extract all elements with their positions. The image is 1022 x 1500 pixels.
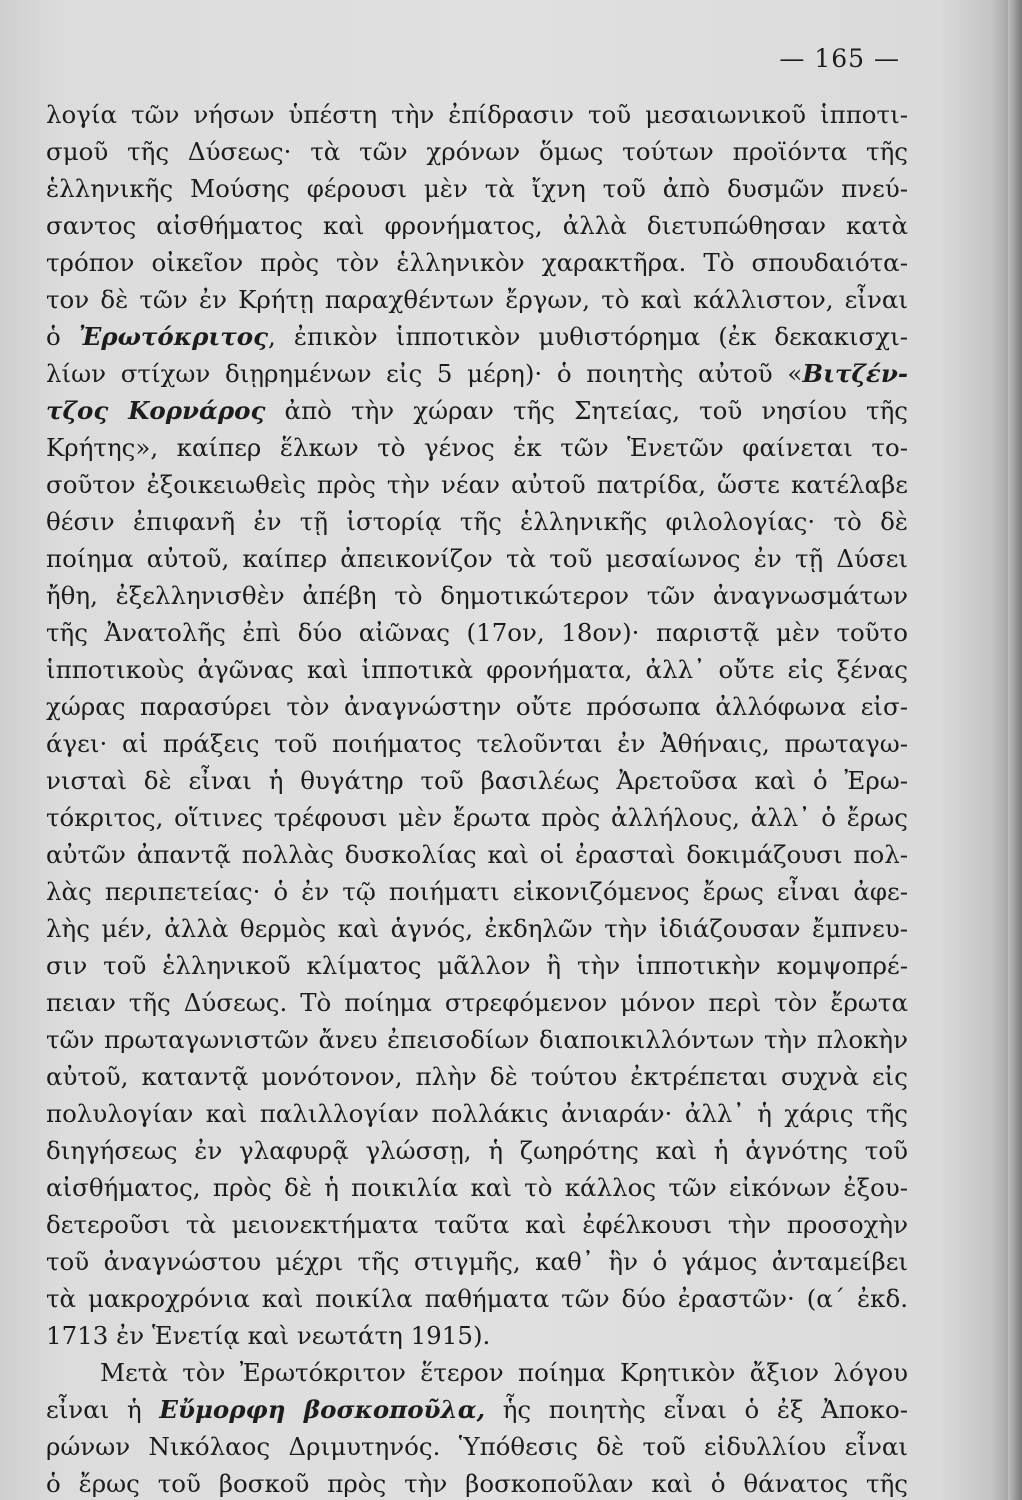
text-line — [46, 429, 908, 466]
text-segment: ρώνων Νικόλαος Δριμυτηνός. Ὑπόθεσις δὲ τοῦ εἰδυλλίου εἶναι — [46, 1432, 908, 1461]
text-line — [46, 466, 908, 503]
text-line — [46, 1132, 908, 1169]
emphasized-title: Εὔμορφη βοσκοποῦλα, — [159, 1395, 486, 1424]
text-segment: τὰ μακροχρόνια καὶ ποικίλα παθήματα τῶν δύο ἐραστῶν· (α΄ ἐκδ. — [46, 1284, 908, 1313]
text-line — [46, 392, 908, 429]
emphasized-title: τζος Κορνάρος — [46, 396, 266, 425]
text-segment: αἰσθήματος, πρὸς δὲ ἡ ποικιλία καὶ τὸ κάλλος τῶν εἰκόνων ἐξου- — [46, 1173, 908, 1202]
text-line — [46, 244, 908, 281]
text-segment: χώρας παρασύρει τὸν ἀναγνώστην οὔτε πρόσωπα ἀλλόφωνα εἰσ- — [46, 692, 908, 721]
text-segment: λὰς περιπετείας· ὁ ἐν τῷ ποιήματι εἰκονιζόμενος ἔρως εἶναι ἀφε- — [46, 877, 908, 906]
text-line — [46, 614, 908, 651]
text-segment: τῶν πρωταγωνιστῶν ἄνευ ἐπεισοδίων διαποικιλλόντων τὴν πλοκὴν — [46, 1025, 908, 1054]
text-line — [46, 503, 908, 540]
text-line — [46, 1317, 908, 1354]
text-line — [46, 133, 908, 170]
text-line — [46, 1428, 908, 1465]
text-segment: πολυλογίαν καὶ παλιλλογίαν πολλάκις ἀνιαράν· ἀλλ᾽ ἡ χάρις τῆς — [46, 1099, 908, 1128]
text-line — [46, 873, 908, 910]
text-line — [46, 1280, 908, 1317]
text-line — [46, 96, 908, 133]
text-line — [46, 1465, 908, 1500]
text-segment: πειαν τῆς Δύσεως. Τὸ ποίημα στρεφόμενον μόνον περὶ τὸν ἔρωτα — [46, 988, 908, 1017]
text-line — [46, 688, 908, 725]
text-segment: Κρήτης», καίπερ ἕλκων τὸ γένος ἐκ τῶν Ἑνετῶν φαίνεται το- — [46, 433, 908, 462]
text-line — [46, 1021, 908, 1058]
text-line — [46, 762, 908, 799]
text-segment: τοῦ ἀναγνώστου μέχρι τῆς στιγμῆς, καθ᾽ ἣν ὁ γάμος ἀνταμείβει — [46, 1247, 908, 1276]
body-text — [46, 96, 908, 1500]
text-line — [46, 1391, 908, 1428]
text-line — [46, 1243, 908, 1280]
page-edge — [1008, 0, 1022, 1500]
text-segment: αὐτῶν ἀπαντᾷ πολλὰς δυσκολίας καὶ οἱ ἐρασταὶ δοκιμάζουσι πολ- — [46, 840, 908, 869]
text-segment: ἑλληνικῆς Μούσης φέρουσι μὲν τὰ ἴχνη τοῦ ἀπὸ δυσμῶν πνεύ- — [46, 174, 908, 203]
text-segment: διηγήσεως ἐν γλαφυρᾷ γλώσσῃ, ἡ ζωηρότης καὶ ἡ ἁγνότης τοῦ — [46, 1136, 908, 1165]
text-line — [46, 207, 908, 244]
text-segment: σαντος αἰσθήματος καὶ φρονήματος, ἀλλὰ διετυπώθησαν κατὰ — [46, 211, 908, 240]
text-line — [46, 540, 908, 577]
text-segment: ὁ — [46, 322, 79, 351]
text-segment: τόκριτος, οἵτινες τρέφουσι μὲν ἔρωτα πρὸς ἀλλήλους, ἀλλ᾽ ὁ ἔρως — [46, 803, 908, 832]
text-line — [46, 1206, 908, 1243]
text-segment: ἤθη, ἐξελληνισθὲν ἀπέβη τὸ δημοτικώτερον τῶν ἀναγνωσμάτων — [46, 581, 908, 610]
text-segment: ἧς ποιητὴς εἶναι ὁ ἐξ Ἀποκο- — [485, 1395, 908, 1424]
text-line — [46, 1354, 908, 1391]
text-segment: ποίημα αὐτοῦ, καίπερ ἀπεικονίζον τὰ τοῦ μεσαίωνος ἐν τῇ Δύσει — [46, 544, 908, 573]
text-segment: τρόπον οἰκεῖον πρὸς τὸν ἑλληνικὸν χαρακτῆρα. Τὸ σπουδαιότα- — [46, 248, 908, 277]
text-line — [46, 318, 908, 355]
text-segment: αὐτοῦ, καταντᾷ μονότονον, πλὴν δὲ τούτου ἐκτρέπεται συχνὰ εἰς — [46, 1062, 908, 1091]
text-segment: λὴς μέν, ἀλλὰ θερμὸς καὶ ἁγνός, ἐκδηλῶν τὴν ἰδιάζουσαν ἔμπνευ- — [46, 914, 908, 943]
text-segment: σοῦτον ἐξοικειωθεὶς πρὸς τὴν νέαν αὐτοῦ πατρίδα, ὥστε κατέλαβε — [46, 470, 908, 499]
text-line — [46, 947, 908, 984]
text-line — [46, 1169, 908, 1206]
text-segment: εἶναι ἡ — [46, 1395, 160, 1424]
text-line — [46, 577, 908, 614]
text-line — [46, 836, 908, 873]
text-segment: ἱπποτικοὺς ἀγῶνας καὶ ἱπποτικὰ φρονήματα, ἀλλ᾽ οὔτε εἰς ξένας — [46, 655, 908, 684]
text-line — [46, 281, 908, 318]
text-segment: λίων στίχων διῃρημένων εἰς 5 μέρη)· ὁ ποιητὴς αὐτοῦ « — [46, 359, 803, 388]
text-line — [46, 355, 908, 392]
emphasized-title: Βιτζέν- — [802, 359, 908, 388]
text-segment: ὁ ἔρως τοῦ βοσκοῦ πρὸς τὴν βοσκοποῦλαν καὶ ὁ θάνατος τῆς — [46, 1469, 908, 1498]
text-segment: ἀπὸ τὴν χώραν τῆς Σητείας, τοῦ νησίου τῆς — [265, 396, 908, 425]
text-line — [46, 725, 908, 762]
text-line — [46, 984, 908, 1021]
text-segment: λογία τῶν νήσων ὑπέστη τὴν ἐπίδρασιν τοῦ μεσαιωνικοῦ ἱπποτι- — [46, 100, 908, 129]
page-number: — 165 — — [779, 44, 900, 73]
text-segment: 1713 ἐν Ἑνετίᾳ καὶ νεωτάτη 1915). — [46, 1321, 491, 1350]
text-line — [46, 170, 908, 207]
text-segment: δετεροῦσι τὰ μειονεκτήματα ταῦτα καὶ ἐφέλκουσι τὴν προσοχὴν — [46, 1210, 908, 1239]
text-line — [46, 1095, 908, 1132]
text-segment: , ἐπικὸν ἱπποτικὸν μυθιστόρημα (ἐκ δεκακισχι- — [268, 322, 908, 351]
text-segment: άγει· αἱ πράξεις τοῦ ποιήματος τελοῦνται ἐν Ἀθήναις, πρωταγω- — [46, 729, 908, 758]
text-segment: τον δὲ τῶν ἐν Κρήτῃ παραχθέντων ἔργων, τὸ καὶ κάλλιστον, εἶναι — [46, 285, 908, 314]
text-segment: Μετὰ τὸν Ἐρωτόκριτον ἕτερον ποίημα Κρητικὸν ἄξιον λόγου — [100, 1358, 908, 1387]
text-line — [46, 1058, 908, 1095]
text-segment: σμοῦ τῆς Δύσεως· τὰ τῶν χρόνων ὅμως τούτων προϊόντα τῆς — [46, 137, 908, 166]
text-segment: νισταὶ δὲ εἶναι ἡ θυγάτηρ τοῦ βασιλέως Ἀρετοῦσα καὶ ὁ Ἐρω- — [46, 766, 908, 795]
text-segment: σιν τοῦ ἑλληνικοῦ κλίματος μᾶλλον ἢ τὴν ἱπποτικὴν κομψοπρέ- — [46, 951, 908, 980]
emphasized-title: Ἐρωτόκριτος — [78, 322, 268, 351]
text-segment: θέσιν ἐπιφανῆ ἐν τῇ ἱστορίᾳ τῆς ἑλληνικῆς φιλολογίας· τὸ δὲ — [46, 507, 908, 536]
text-segment: τῆς Ἀνατολῆς ἐπὶ δύο αἰῶνας (17ον, 18ον)· παριστᾷ μὲν τοῦτο — [46, 618, 908, 647]
text-line — [46, 651, 908, 688]
text-line — [46, 799, 908, 836]
text-line — [46, 910, 908, 947]
